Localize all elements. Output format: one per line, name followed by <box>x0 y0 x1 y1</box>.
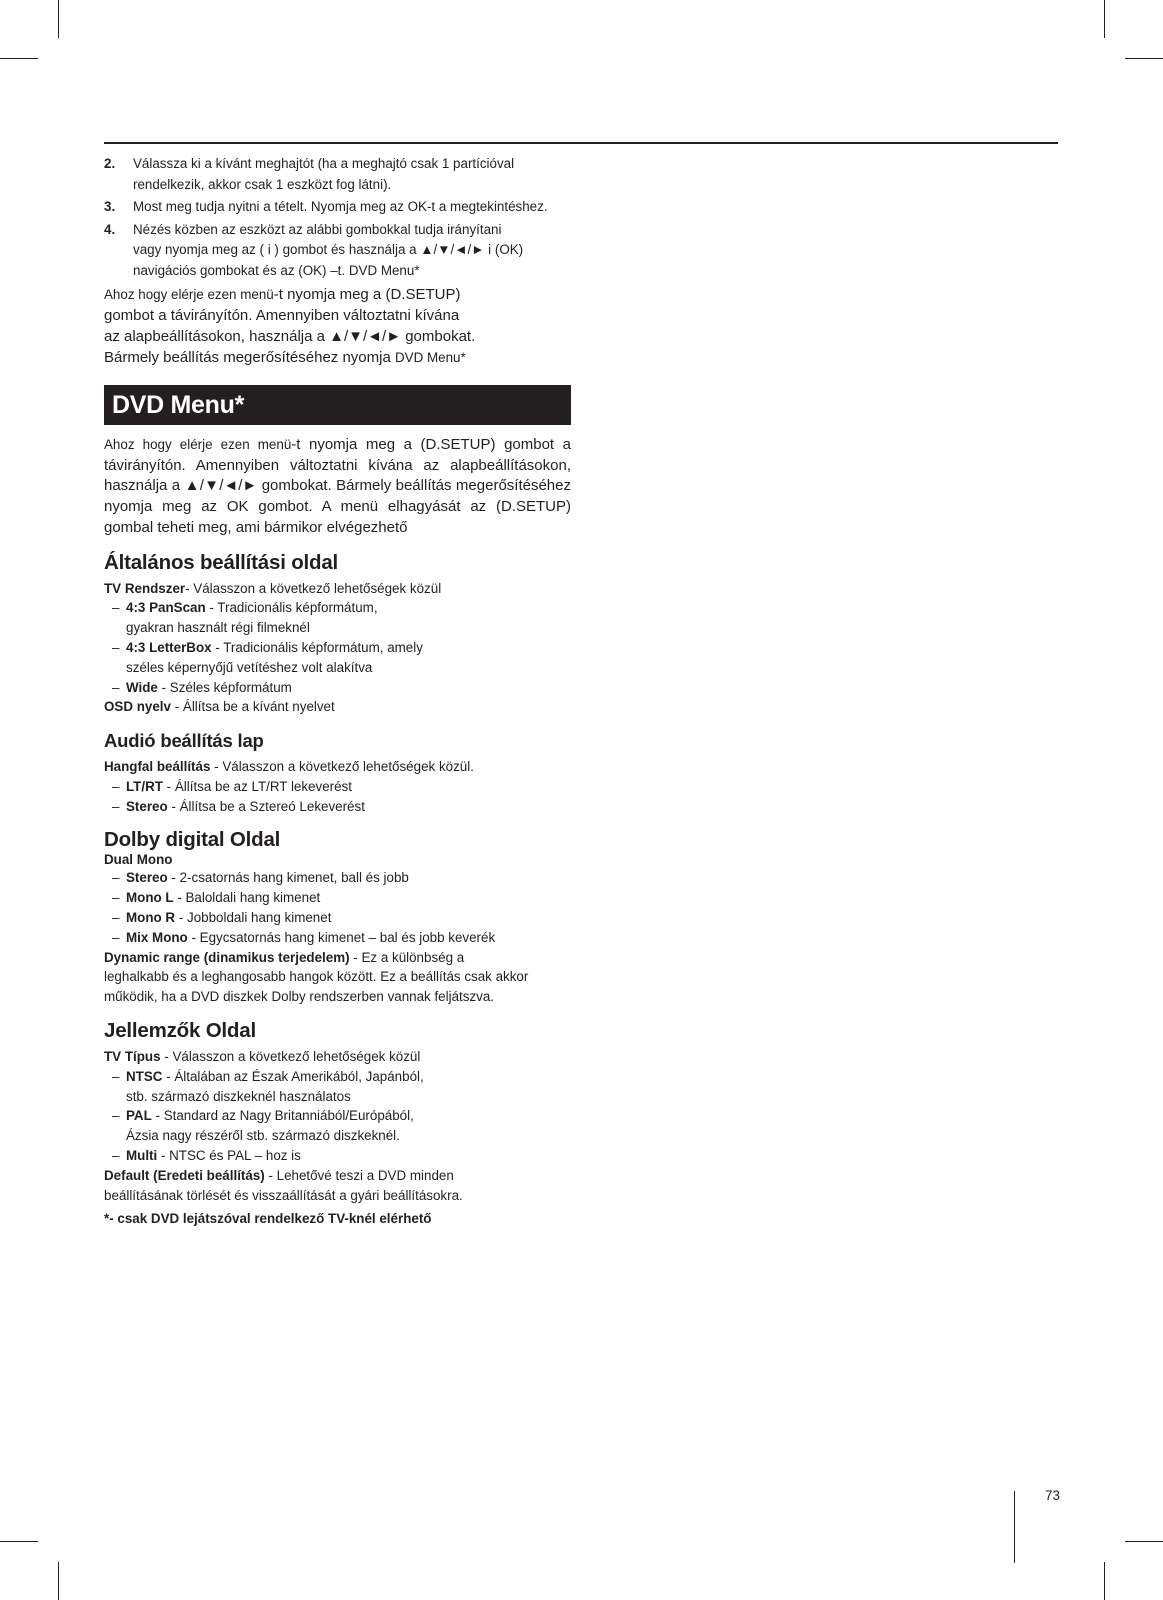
steps-list <box>104 154 571 281</box>
list-item: – 4:3 PanScan - Tradicionális képformátum, <box>112 600 378 616</box>
list-item-continuation: Ázsia nagy részéről stb. származó diszkeknél. <box>126 1128 400 1144</box>
tv-type-line: TV Típus - Válasszon a következő lehetőségek közül <box>104 1049 421 1065</box>
header-rule <box>104 142 1058 144</box>
list-item-continuation: gyakran használt régi filmeknél <box>126 620 310 636</box>
list-item: – Multi - NTSC és PAL – hoz is <box>112 1148 301 1164</box>
crop-mark <box>58 0 59 38</box>
dvd-menu-paragraph: Ahoz hogy elérje ezen menü-t nyomja meg a (D.SETUP) gombot a távirányítón. Amennyiben változtatni kívána az alapbeállításokon, használja a ▲/▼/◄/► gombokat. Bármely beállítás megerősítéséhez nyomja meg az OK gombot. A menü elhagyását az (D.SETUP) gombal teheti meg, ami bármikor elvégezhető <box>104 436 571 536</box>
default-setting-line: beállításának törlését és visszaállítását a gyári beállításokra. <box>104 1187 463 1203</box>
list-item: 3. Most meg tudja nyitni a tételt. Nyomja meg az OK-t a megtekintéshez. <box>104 199 548 214</box>
osd-language-line: OSD nyelv - Állítsa be a kívánt nyelvet <box>104 699 335 715</box>
crop-mark <box>1125 58 1163 59</box>
page-number-rule <box>1014 1491 1015 1563</box>
dynamic-range-line: Dynamic range (dinamikus terjedelem) - Ez a különbség a <box>104 949 465 965</box>
list-item: 2. Válassza ki a kívánt meghajtót (ha a meghajtó csak 1 partícióval rendelkezik, akkor csak 1 eszközt fog látni). <box>104 156 515 192</box>
dynamic-range-line: működik, ha a DVD diszkek Dolby rendszerben vannak feljátszva. <box>104 989 495 1005</box>
list-item: – Stereo - Állítsa be a Sztereó Lekeverést <box>112 798 365 814</box>
crop-mark <box>1104 1562 1105 1600</box>
section-heading-general: Általános beállítási oldal <box>104 550 339 574</box>
crop-mark <box>0 1541 38 1542</box>
default-setting-line: Default (Eredeti beállítás) - Lehetővé teszi a DVD minden <box>104 1167 454 1183</box>
section-banner: DVD Menu* <box>104 385 571 425</box>
list-item: – Mix Mono - Egycsatornás hang kimenet – bal és jobb keverék <box>112 929 496 945</box>
list-item-continuation: széles képernyőjű vetítéshez volt alakítva <box>126 659 373 675</box>
crop-mark <box>1104 0 1105 38</box>
list-item-continuation: stb. származó diszkeknél használatos <box>126 1088 351 1104</box>
list-item: – LT/RT - Állítsa be az LT/RT lekeverést <box>112 778 352 794</box>
list-item: – 4:3 LetterBox - Tradicionális képformátum, amely <box>112 639 423 655</box>
list-item: – Stereo - 2-csatornás hang kimenet, ball és jobb <box>112 870 409 886</box>
speaker-setting-line: Hangfal beállítás - Válasszon a következő lehetőségek közül. <box>104 759 474 775</box>
section-heading-features: Jellemzők Oldal <box>104 1019 256 1043</box>
main-column <box>104 154 571 1229</box>
list-item: – Wide - Széles képformátum <box>112 679 292 695</box>
list-item: 4. Nézés közben az eszközt az alábbi gombokkal tudja irányítani vagy nyomja meg az ( i ) gombot és használja a ▲/▼/◄/► i (OK) navigációs gombokat és az (OK) –t. DVD Menu* <box>104 221 524 278</box>
crop-mark <box>58 1562 59 1600</box>
section-heading-dolby: Dolby digital Oldal <box>104 828 281 852</box>
crop-mark <box>1125 1541 1163 1542</box>
list-item: – NTSC - Általában az Észak Amerikából, Japánból, <box>112 1068 424 1084</box>
page-number: 73 <box>1045 1488 1060 1503</box>
crop-mark <box>0 58 38 59</box>
footnote: *- csak DVD lejátszóval rendelkező TV-knél elérhető <box>104 1211 432 1227</box>
dual-mono-subheading: Dual Mono <box>104 852 173 868</box>
section-heading-audio: Audió beállítás lap <box>104 730 264 752</box>
dynamic-range-line: leghalkabb és a leghangosabb hangok között. Ez a beállítás csak akkor <box>104 969 529 985</box>
tv-system-line: TV Rendszer- Válasszon a következő lehetőségek közül <box>104 580 442 596</box>
list-item: – Mono L - Baloldali hang kimenet <box>112 890 321 906</box>
intro-paragraph: Ahoz hogy elérje ezen menü-t nyomja meg a (D.SETUP) gombot a távirányítón. Amennyiben változtatni kívána az alapbeállításokon, használja a ▲/▼/◄/► gombokat. Bármely beállítás megerősítéséhez nyomja DVD Menu* <box>104 286 476 366</box>
list-item: – Mono R - Jobboldali hang kimenet <box>112 910 332 926</box>
list-item: – PAL - Standard az Nagy Britanniából/Európából, <box>112 1108 414 1124</box>
